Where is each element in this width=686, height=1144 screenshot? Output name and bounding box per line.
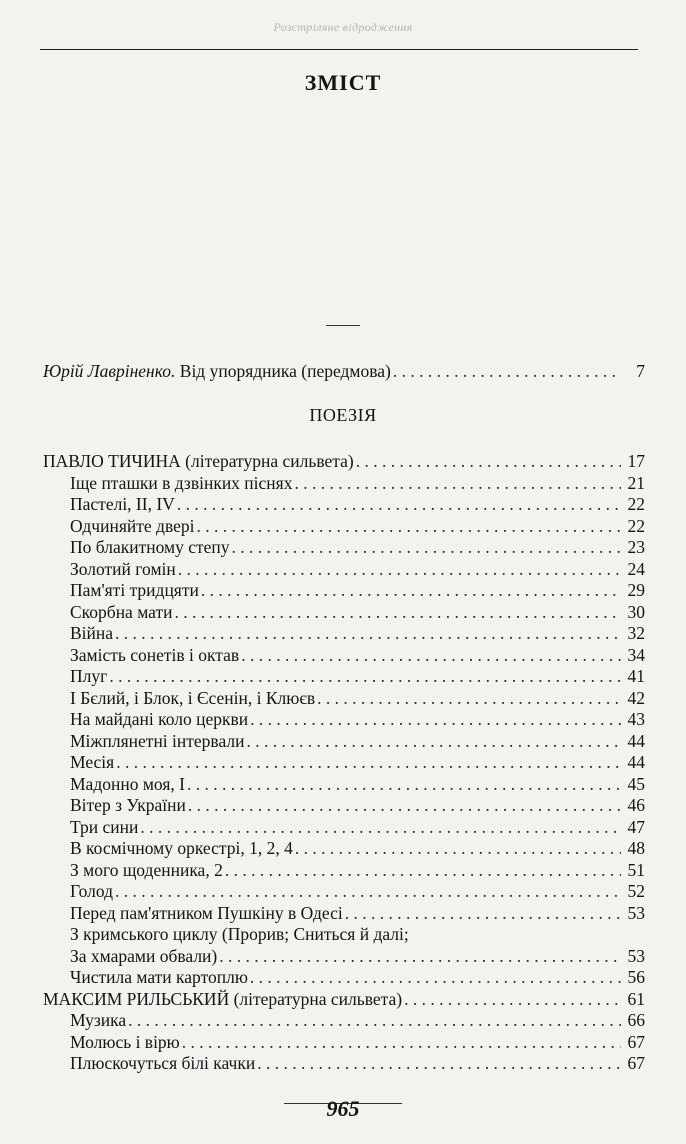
leader-dots bbox=[115, 622, 621, 644]
leader-dots bbox=[128, 1009, 621, 1031]
toc-entry bbox=[70, 794, 645, 816]
leader-dots bbox=[404, 988, 621, 1010]
toc-entry bbox=[70, 472, 645, 494]
toc-entry bbox=[70, 837, 645, 859]
toc-entry bbox=[70, 730, 645, 752]
page-number: 29 bbox=[627, 580, 645, 600]
toc-entry-label: Голод bbox=[70, 881, 113, 901]
leader-dots bbox=[294, 472, 621, 494]
leader-dots bbox=[140, 816, 621, 838]
toc-entry bbox=[70, 1031, 645, 1053]
toc-entry-label: Війна bbox=[70, 623, 114, 643]
leader-dots bbox=[201, 579, 621, 601]
page-number: 24 bbox=[627, 558, 645, 579]
leader-dots bbox=[115, 880, 621, 902]
toc-entry-label: По блакитному степу bbox=[70, 537, 230, 557]
page-number: 61 bbox=[627, 988, 645, 1009]
page-number: 67 bbox=[627, 1031, 645, 1052]
leader-dots bbox=[356, 450, 621, 472]
toc-entry-label: Месія bbox=[70, 752, 115, 772]
toc-entry-label: Скорбна мати bbox=[70, 601, 173, 622]
toc-entry-label: За хмарами обвали) bbox=[70, 945, 218, 966]
preface-text: Від упорядника (передмова) bbox=[175, 361, 391, 381]
toc-entry bbox=[70, 536, 645, 558]
page-number: 46 bbox=[627, 795, 645, 815]
leader-dots bbox=[116, 751, 621, 773]
toc-entry bbox=[70, 644, 645, 666]
leader-dots bbox=[178, 558, 621, 580]
toc-entry bbox=[70, 751, 645, 773]
toc-entry bbox=[70, 816, 645, 838]
preface-label bbox=[43, 360, 391, 382]
toc-entry-label: Пастелі, ІІ, IV bbox=[70, 494, 175, 514]
leader-dots bbox=[247, 730, 622, 752]
page-number: 44 bbox=[627, 752, 645, 772]
toc-entry-label: Молюсь і вірю bbox=[70, 1031, 180, 1052]
toc-entry-label: Одчиняйте двері bbox=[70, 515, 195, 536]
page-number: 56 bbox=[627, 967, 645, 987]
preface-author: Юрій Лавріненко. bbox=[43, 361, 176, 381]
leader-dots bbox=[241, 644, 621, 666]
toc-entry-label: В космічному оркестрі, 1, 2, 4 bbox=[70, 838, 293, 858]
leader-dots bbox=[197, 515, 622, 537]
toc-entry-label: Три сини bbox=[70, 816, 139, 837]
toc-entry-label: Вітер з України bbox=[70, 795, 186, 815]
leader-dots bbox=[225, 859, 621, 881]
leader-dots bbox=[393, 360, 621, 382]
toc-entry bbox=[70, 622, 645, 644]
page-number: 45 bbox=[627, 773, 645, 794]
running-head: Розстріляне відродження bbox=[273, 20, 413, 34]
page-number: 41 bbox=[627, 666, 645, 686]
leader-dots bbox=[188, 794, 621, 816]
toc-entry-label: Замість сонетів і октав bbox=[70, 644, 240, 665]
leader-dots bbox=[345, 902, 621, 924]
leader-dots bbox=[232, 536, 621, 558]
short-rule bbox=[326, 325, 360, 326]
page-number: 67 bbox=[627, 1053, 645, 1073]
toc-entry bbox=[70, 708, 645, 730]
toc-entry bbox=[70, 579, 645, 601]
section-heading: ПОЕЗІЯ bbox=[309, 405, 377, 425]
toc-entry-label: Іще пташки в дзвінких піснях bbox=[70, 472, 293, 493]
toc-entry-label: Плюскочуться білі качки bbox=[70, 1053, 256, 1073]
toc-entry bbox=[70, 687, 645, 709]
toc-entry-label: Плуг bbox=[70, 666, 108, 686]
toc-entry bbox=[43, 450, 645, 472]
page-number: 53 bbox=[627, 945, 645, 966]
leader-dots bbox=[317, 687, 621, 709]
page-number: 7 bbox=[636, 361, 645, 381]
toc-entry-label: МАКСИМ РИЛЬСЬКИЙ (літературна сильвета) bbox=[43, 988, 403, 1009]
page-number: 66 bbox=[627, 1010, 645, 1030]
toc-entry bbox=[70, 859, 645, 881]
leader-dots bbox=[219, 945, 621, 967]
leader-dots bbox=[109, 665, 621, 687]
top-rule bbox=[40, 49, 638, 50]
page-number: 22 bbox=[627, 494, 645, 514]
page-number: 30 bbox=[627, 601, 645, 622]
page-title: ЗМІСТ bbox=[304, 70, 382, 95]
toc-entry-label: Міжплянетні інтервали bbox=[70, 730, 245, 751]
page-number: 52 bbox=[627, 881, 645, 901]
toc-entry bbox=[70, 1009, 645, 1031]
page-number: 48 bbox=[627, 838, 645, 858]
page-number: 51 bbox=[627, 859, 645, 880]
toc-entry-label: Золотий гомін bbox=[70, 558, 176, 579]
toc-entry bbox=[70, 493, 645, 515]
toc-entry bbox=[70, 923, 645, 945]
leader-dots bbox=[295, 837, 621, 859]
toc-entry bbox=[70, 665, 645, 687]
toc-entry bbox=[70, 945, 645, 967]
toc-entry-label: ПАВЛО ТИЧИНА (літературна сильвета) bbox=[43, 451, 354, 471]
page-number: 34 bbox=[627, 644, 645, 665]
leader-dots bbox=[174, 601, 621, 623]
page-number: 23 bbox=[627, 537, 645, 557]
toc-entry-label: Пам'яті тридцяти bbox=[70, 580, 199, 600]
toc-entry bbox=[43, 988, 645, 1010]
page-number: 22 bbox=[627, 515, 645, 536]
leader-dots bbox=[182, 1031, 621, 1053]
page-number: 43 bbox=[627, 709, 645, 729]
toc-entry bbox=[70, 601, 645, 623]
toc-entry-label: З кримського циклу (Прорив; Сниться й далі; bbox=[70, 924, 409, 944]
page-number: 32 bbox=[627, 623, 645, 643]
toc-entry-label: З мого щоденника, 2 bbox=[70, 859, 223, 880]
leader-dots bbox=[250, 708, 621, 730]
toc-entry bbox=[70, 966, 645, 988]
page-number: 21 bbox=[627, 472, 645, 493]
leader-dots bbox=[257, 1052, 621, 1074]
leader-dots bbox=[250, 966, 621, 988]
toc-entry bbox=[70, 880, 645, 902]
leader-dots bbox=[177, 493, 621, 515]
toc-entry bbox=[70, 515, 645, 537]
toc-entry-label: І Бєлий, і Блок, і Єсенін, і Клюєв bbox=[70, 687, 316, 708]
toc-entry-label: Музика bbox=[70, 1010, 127, 1030]
page-number: 53 bbox=[627, 902, 645, 923]
toc-entry-label: Чистила мати картоплю bbox=[70, 967, 248, 987]
page-folio: 965 bbox=[326, 1096, 360, 1121]
leader-dots bbox=[187, 773, 621, 795]
toc-entry-label: Перед пам'ятником Пушкіну в Одесі bbox=[70, 902, 343, 923]
toc-entry-label: Мадонно моя, І bbox=[70, 773, 185, 794]
toc-entry-label: На майдані коло церкви bbox=[70, 709, 249, 729]
page-number: 47 bbox=[627, 816, 645, 837]
toc-entry bbox=[70, 558, 645, 580]
toc-entry bbox=[70, 902, 645, 924]
toc-entry bbox=[70, 773, 645, 795]
page-number: 44 bbox=[627, 730, 645, 751]
page-number: 17 bbox=[627, 451, 645, 471]
toc-entry-preface bbox=[43, 360, 645, 382]
page-number: 42 bbox=[627, 687, 645, 708]
toc-entry bbox=[70, 1052, 645, 1074]
